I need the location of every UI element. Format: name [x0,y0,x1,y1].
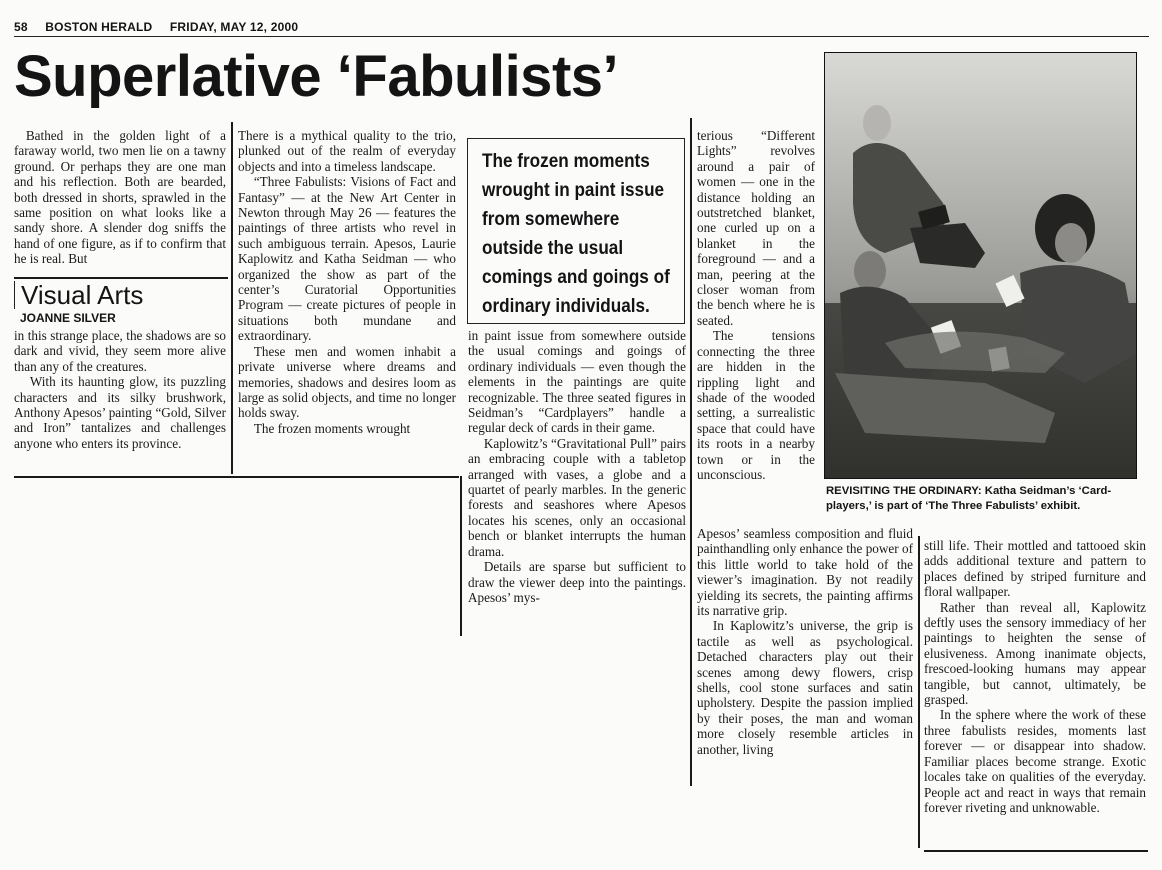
page-number: 58 [14,20,28,34]
paragraph: In the sphere where the work of these three fabulists resides, moments last forever — or disappear into shadow. Familiar places become strange. Exotic locales take on qualities of the everyday. People act and react in ways that remain forever riveting and unknowable. [924,707,1146,815]
photo-caption: REVISITING THE ORDINARY: Katha Seidman’s ‘Card- players,’ is part of ‘The Three Fabulists’ exhibit. [826,485,1112,512]
column-2 [238,128,456,436]
paragraph: There is a mythical quality to the trio, plunked out of the realm of everyday objects and into a timeless landscape. [238,128,456,174]
column-1-bottom [14,328,226,451]
paragraph: “Three Fabulists: Visions of Fact and Fantasy” — at the New Art Center in Newton through May 26 — features the paintings of three artists who revel in such ambiguous terrain. Apesos, Laurie Kaplowitz and Katha Seidman — who organized the show as part of the center’s Curatorial Opportunities Program — create pictures of people in situations both mundane and extraordinary. [238,174,456,344]
paragraph: The frozen moments wrought [253,420,411,436]
column-rule [918,536,920,848]
paragraph: These men and women inhabit a private universe where dreams and memories, shadows and desires loom as large as solid objects, and time no longer holds sway. [238,343,456,421]
pull-quote-box [467,138,685,324]
byline: JOANNE SILVER [20,311,116,325]
painting-image [825,53,1137,479]
column-3 [468,328,686,605]
paragraph: in this strange place, the shadows are so dark and vivid, they seem more alive than any of the creatures. [14,328,226,374]
paragraph: Details are sparse but sufficient to draw the viewer deep into the paintings. Apesos’ mys- [468,559,686,605]
column-6 [924,538,1146,815]
rule [924,850,1148,852]
paragraph: Kaplowitz’s “Gravitational Pull” pairs an embracing couple with a tabletop arranged with vases, a globe and a quartet of pearly marbles. In the generic forests and seashores where Apesos locates his scenes, only an occasional bench or blanket interrupts the human drama. [468,435,686,559]
rule [14,277,228,279]
paragraph: terious “Different Lights” revolves around a pair of women — one in the distance holding an outstretched blanket, one curled up on a blanket in the foreground — and a man, peering at the closer woman from the bench where he is seated. [697,128,815,328]
paragraph: Rather than reveal all, Kaplowitz deftly uses the sensory immediacy of her paintings to heighten the sense of elusiveness. Among inanimate objects, frescoed-looking humans may appear tangible, but cannot, ultimately, be grasped. [924,599,1146,708]
column-rule [231,122,233,474]
paragraph: With its haunting glow, its puzzling characters and its silky brushwork, Anthony Apesos’ painting “Gold, Silver and Iron” tantalizes and challenges anyone who enters its province. [14,374,226,451]
page-header [14,20,1149,37]
column-4 [697,128,815,482]
rule [14,476,459,478]
column-rule [690,118,692,786]
cardplayers-photo [824,52,1137,479]
paragraph: Bathed in the golden light of a faraway world, two men lie on a tawny ground. Or perhaps they are one man and his reflection. Both are bearded, both dressed in shorts, sprawled in the same position on what looks like a sandy shore. A slender dog sniffs the hand of one figure, as if to confirm that he is real. But [14,128,226,267]
issue-date: FRIDAY, MAY 12, 2000 [169,20,299,34]
pull-quote: The frozen moments wrought in paint issue from somewhere outside the usual comings and goings of ordinary individuals. [482,150,670,317]
paragraph: In Kaplowitz’s universe, the grip is tactile as well as psychological. Detached characters play out their scenes among dewy flowers, crisp shells, cool stone surfaces and satin upholstery. Despite the passion implied by their poses, the man and woman more closely resemble articles in another, living [697,618,913,757]
paragraph: The tensions connecting the three are hidden in the rippling light and shade of the wooded setting, a surrealistic space that could have its roots in a nearby town or in the unconscious. [697,328,815,482]
column-1-top [14,128,226,267]
section-rubric: Visual Arts [14,281,233,309]
paragraph: in paint issue from somewhere outside the usual comings and goings of ordinary individuals — even though the elements in the paintings are quite recognizable. The three seated figures in Seidman’s “Cardplayers” handle a regular deck of cards in their game. [468,328,686,436]
paragraph: Apesos’ seamless composition and fluid painthandling only enhance the power of this little world to take hold of the viewer’s imagination. By not readily yielding its secrets, the painting affirms its narrative grip. [697,526,913,619]
paragraph: still life. Their mottled and tattooed skin adds additional texture and pattern to places defined by striped furniture and floral wallpaper. [924,538,1146,600]
column-rule [460,476,462,636]
newspaper-name: BOSTON HERALD [45,20,153,34]
column-5 [697,526,913,757]
headline: Superlative ‘Fabulists’ [14,44,619,109]
